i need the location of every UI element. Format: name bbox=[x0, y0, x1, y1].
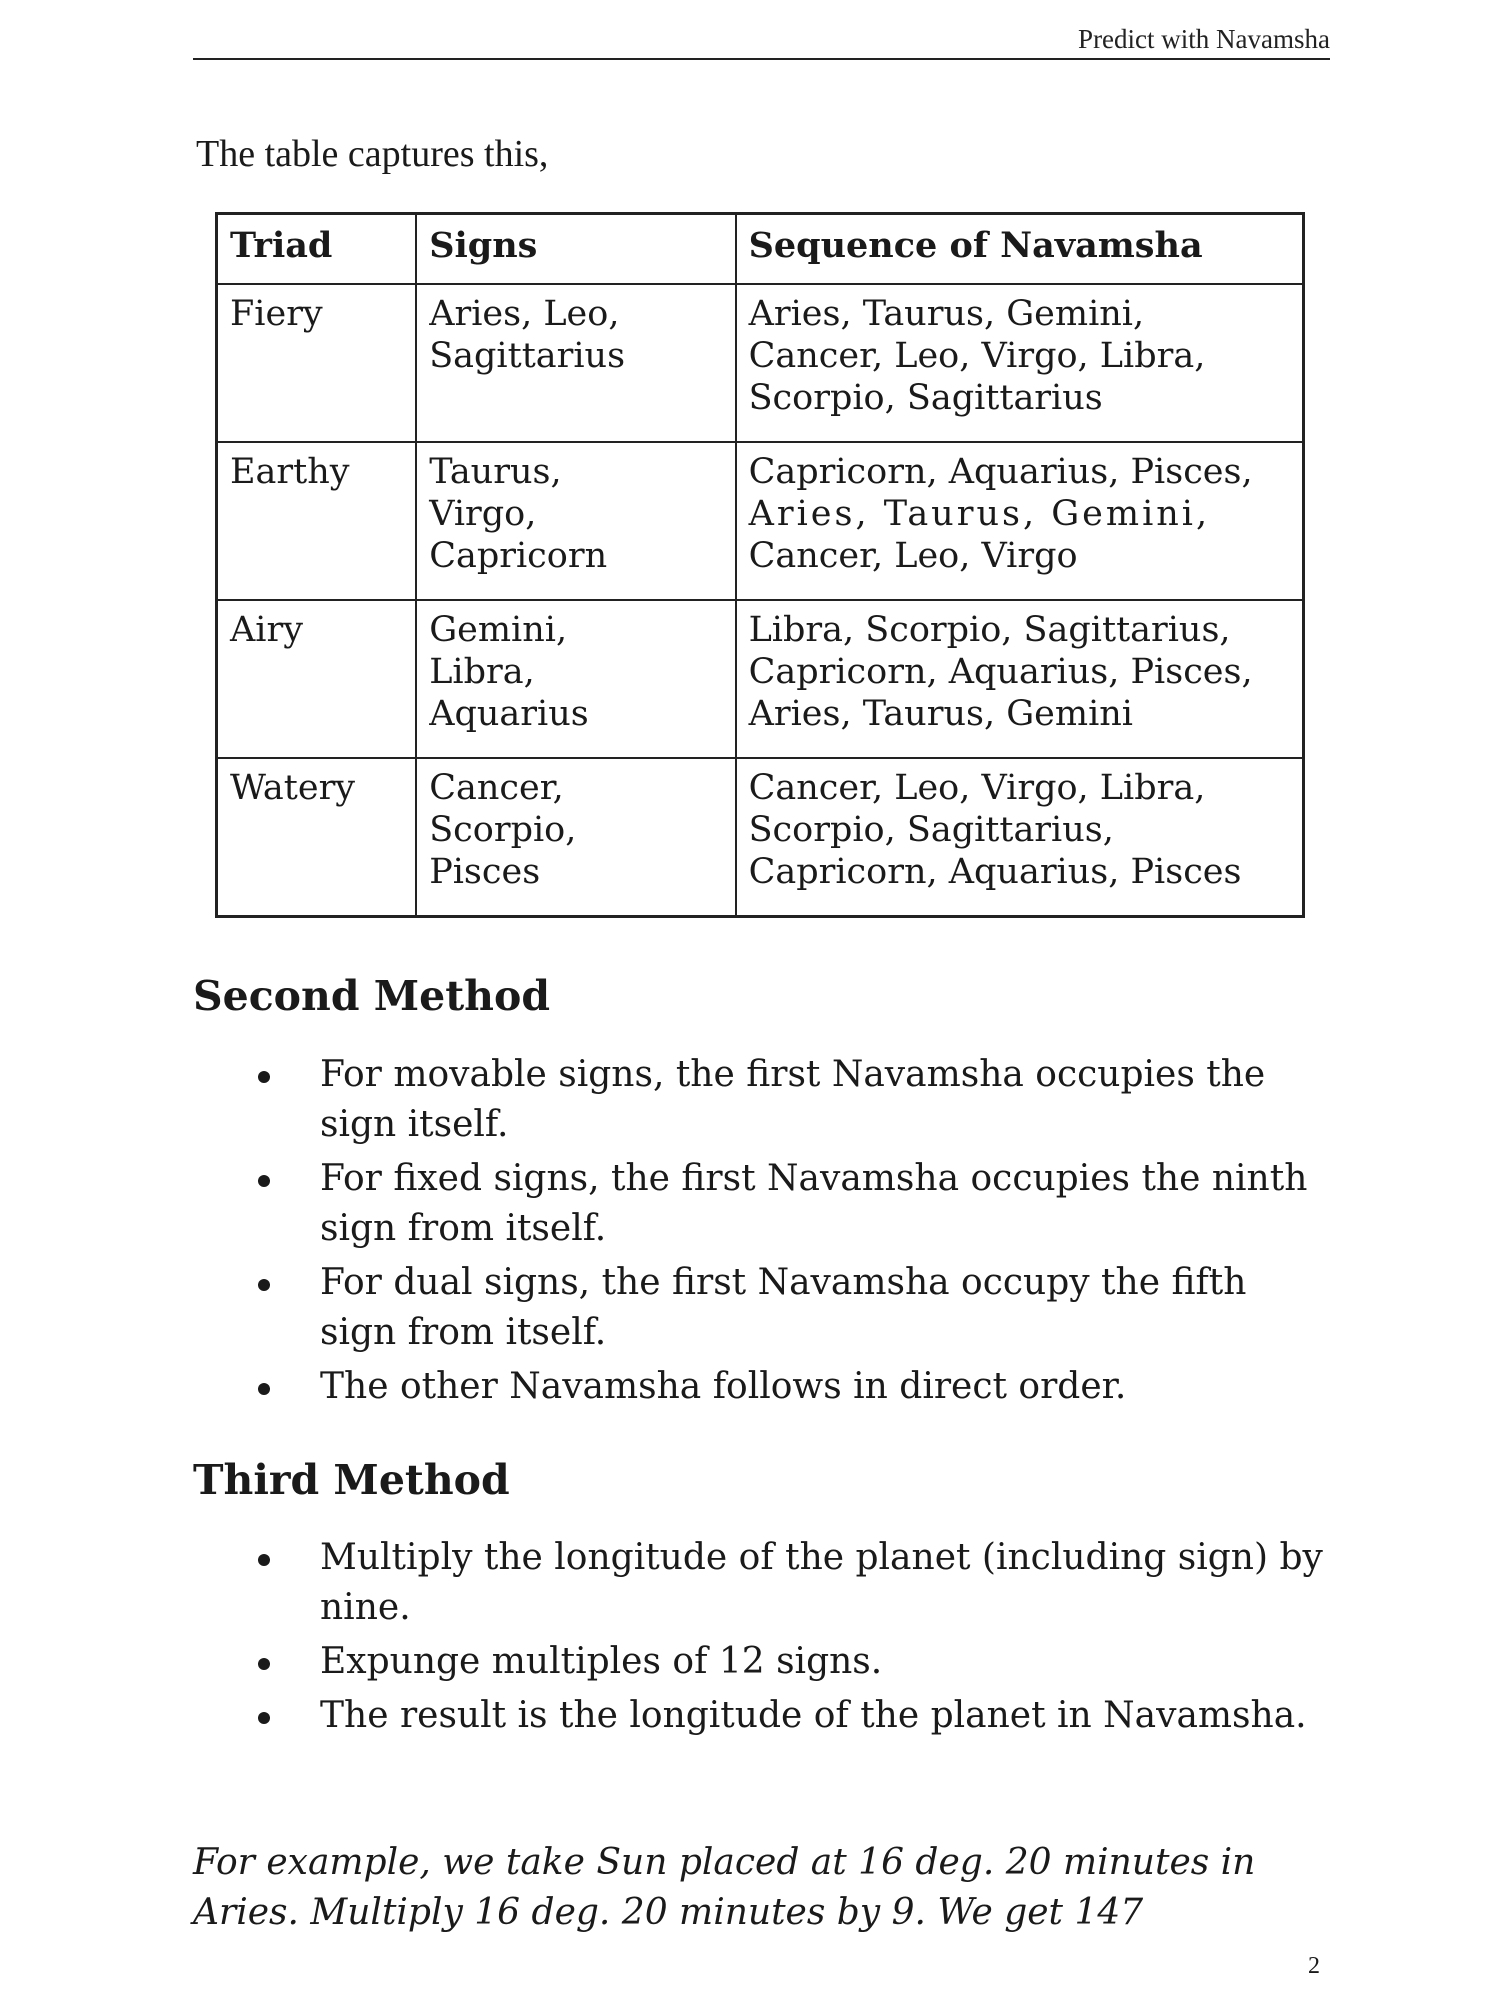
signs-line: Gemini, bbox=[429, 610, 568, 650]
sequence-line: Scorpio, Sagittarius, bbox=[748, 810, 1114, 850]
sequence-line: Cancer, Leo, Virgo, Libra, bbox=[748, 768, 1206, 808]
signs-line: Pisces bbox=[429, 852, 541, 892]
sequence-cell bbox=[736, 758, 1304, 917]
table-row bbox=[217, 284, 1304, 442]
page-number: 2 bbox=[1308, 1953, 1320, 1979]
intro-text: The table captures this, bbox=[196, 133, 549, 175]
table-row bbox=[217, 600, 1304, 758]
list-item-text: Expunge multiples of 12 signs. bbox=[320, 1641, 883, 1682]
bullet-icon bbox=[258, 1383, 270, 1395]
list-item bbox=[250, 1050, 1330, 1150]
table-header-row bbox=[217, 214, 1304, 285]
bullet-icon bbox=[258, 1071, 270, 1083]
example-paragraph: For example, we take Sun placed at 16 deg. 20 minutes in Aries. Multiply 16 deg. 20 minutes by 9. We get 147 bbox=[193, 1842, 1256, 1933]
list-item bbox=[250, 1362, 1330, 1412]
list-item-text: Multiply the longitude of the planet (including sign) by nine. bbox=[320, 1537, 1323, 1628]
second-method-list bbox=[250, 1050, 1330, 1416]
list-item bbox=[250, 1258, 1330, 1358]
running-header bbox=[193, 22, 1330, 60]
signs-line: Cancer, bbox=[429, 768, 564, 808]
sequence-line: Aries, Taurus, Gemini, bbox=[748, 294, 1145, 334]
triad-cell: Watery bbox=[217, 758, 417, 917]
column-header-sequence: Sequence of Navamsha bbox=[736, 214, 1304, 285]
list-item bbox=[250, 1691, 1330, 1741]
list-item-text: For fixed signs, the first Navamsha occupies the ninth sign from itself. bbox=[320, 1158, 1308, 1249]
sequence-cell bbox=[736, 442, 1304, 600]
list-item-text: For dual signs, the first Navamsha occupy the fifth sign from itself. bbox=[320, 1262, 1247, 1353]
sequence-line: Capricorn, Aquarius, Pisces, bbox=[748, 652, 1253, 692]
sequence-line: Capricorn, Aquarius, Pisces bbox=[748, 852, 1242, 892]
sequence-line: Cancer, Leo, Virgo, Libra, bbox=[748, 336, 1206, 376]
list-item bbox=[250, 1154, 1330, 1254]
signs-line: Libra, bbox=[429, 652, 535, 692]
signs-line: Virgo, bbox=[429, 494, 537, 534]
third-method-list bbox=[250, 1533, 1330, 1745]
signs-line: Aries, Leo, bbox=[429, 294, 620, 334]
signs-cell bbox=[416, 758, 735, 917]
bullet-icon bbox=[258, 1712, 270, 1724]
sequence-line: Aries, Taurus, Gemini bbox=[748, 694, 1133, 734]
triad-cell: Airy bbox=[217, 600, 417, 758]
signs-cell bbox=[416, 284, 735, 442]
triad-cell: Fiery bbox=[217, 284, 417, 442]
sequence-line: Aries, Taurus, Gemini, bbox=[748, 494, 1211, 534]
sequence-line: Cancer, Leo, Virgo bbox=[748, 536, 1078, 576]
signs-line: Taurus, bbox=[429, 452, 562, 492]
table-row bbox=[217, 442, 1304, 600]
bullet-icon bbox=[258, 1554, 270, 1566]
column-header-triad: Triad bbox=[217, 214, 417, 285]
third-method-heading: Third Method bbox=[193, 1456, 510, 1504]
sequence-cell bbox=[736, 600, 1304, 758]
list-item bbox=[250, 1637, 1330, 1687]
column-header-signs: Signs bbox=[416, 214, 735, 285]
sequence-line: Capricorn, Aquarius, Pisces, bbox=[748, 452, 1253, 492]
signs-line: Aquarius bbox=[429, 694, 589, 734]
bullet-icon bbox=[258, 1175, 270, 1187]
signs-cell bbox=[416, 442, 735, 600]
signs-line: Sagittarius bbox=[429, 336, 626, 376]
signs-cell bbox=[416, 600, 735, 758]
list-item-text: For movable signs, the first Navamsha occupies the sign itself. bbox=[320, 1054, 1266, 1145]
sequence-cell bbox=[736, 284, 1304, 442]
signs-line: Capricorn bbox=[429, 536, 608, 576]
triad-cell: Earthy bbox=[217, 442, 417, 600]
list-item bbox=[250, 1533, 1330, 1633]
navamsha-table bbox=[215, 212, 1305, 918]
list-item-text: The other Navamsha follows in direct order. bbox=[320, 1366, 1127, 1407]
signs-line: Scorpio, bbox=[429, 810, 577, 850]
table-row bbox=[217, 758, 1304, 917]
bullet-icon bbox=[258, 1658, 270, 1670]
bullet-icon bbox=[258, 1279, 270, 1291]
sequence-line: Libra, Scorpio, Sagittarius, bbox=[748, 610, 1231, 650]
second-method-heading: Second Method bbox=[193, 972, 550, 1020]
list-item-text: The result is the longitude of the planet in Navamsha. bbox=[320, 1695, 1307, 1736]
running-title: Predict with Navamsha bbox=[1078, 24, 1330, 54]
sequence-line: Scorpio, Sagittarius bbox=[748, 378, 1103, 418]
